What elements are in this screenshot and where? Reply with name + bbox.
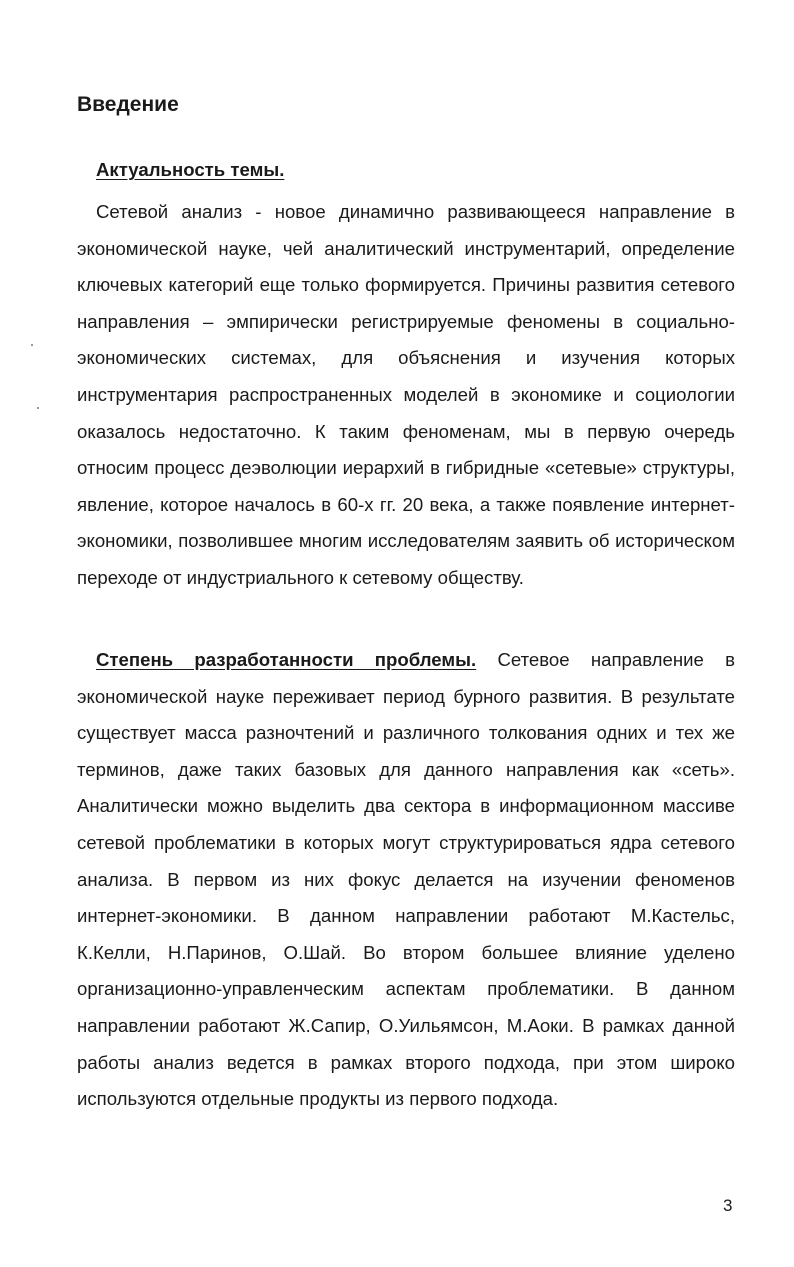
page-number: 3 — [723, 1196, 733, 1215]
section-title-development: Степень разработанности проблемы. — [96, 649, 477, 670]
scan-speck — [31, 344, 33, 346]
paragraph-development-text: Сетевое направление в экономической науке переживает период бурного развития. В результате существует масса разночтений и различного толкования одних и тех же терминов, даже таких базовых для данного направления как «сеть». Аналитически можно выделить два сектора в информационном массиве сетевой проблематики в которых могут структурироваться ядра сетевого анализа. В первом из них фокус делается на изучении феноменов интернет-экономики. В данном направлении работают М.Кастельс, К.Келли, Н.Паринов, О.Шай. Во втором большее влияние уделено организационно-управленческим аспектам проблематики. В данном направлении работают Ж.Сапир, О.Уильямсон, М.Аоки. В рамках данной работы анализ ведется в рамках второго подхода, при этом широко используются отдельные продукты из первого подхода. — [77, 649, 735, 1110]
paragraph-relevance: Сетевой анализ - новое динамично развивающееся направление в экономической науке, чей аналитический инструментарий, определение ключевых категорий еще только формируется. Причины развития сетевого направления – эмпирически регистрируемые феномены в социально-экономических системах, для объяснения и изучения которых инструментария распространенных моделей в экономике и социологии оказалось недостаточно. К таким феноменам, мы в первую очередь относим процесс деэволюции иерархий в гибридные «сетевые» структуры, явление, которое началось в 60-х гг. 20 века, а также появление интернет-экономики, позволившее многим исследователям заявить об историческом переходе от индустриального к сетевому обществу. — [77, 201, 735, 588]
paragraph-development — [77, 642, 735, 1118]
page-title: Введение — [77, 93, 179, 116]
scan-speck — [37, 407, 39, 409]
section-title-relevance: Актуальность темы. — [96, 159, 285, 180]
